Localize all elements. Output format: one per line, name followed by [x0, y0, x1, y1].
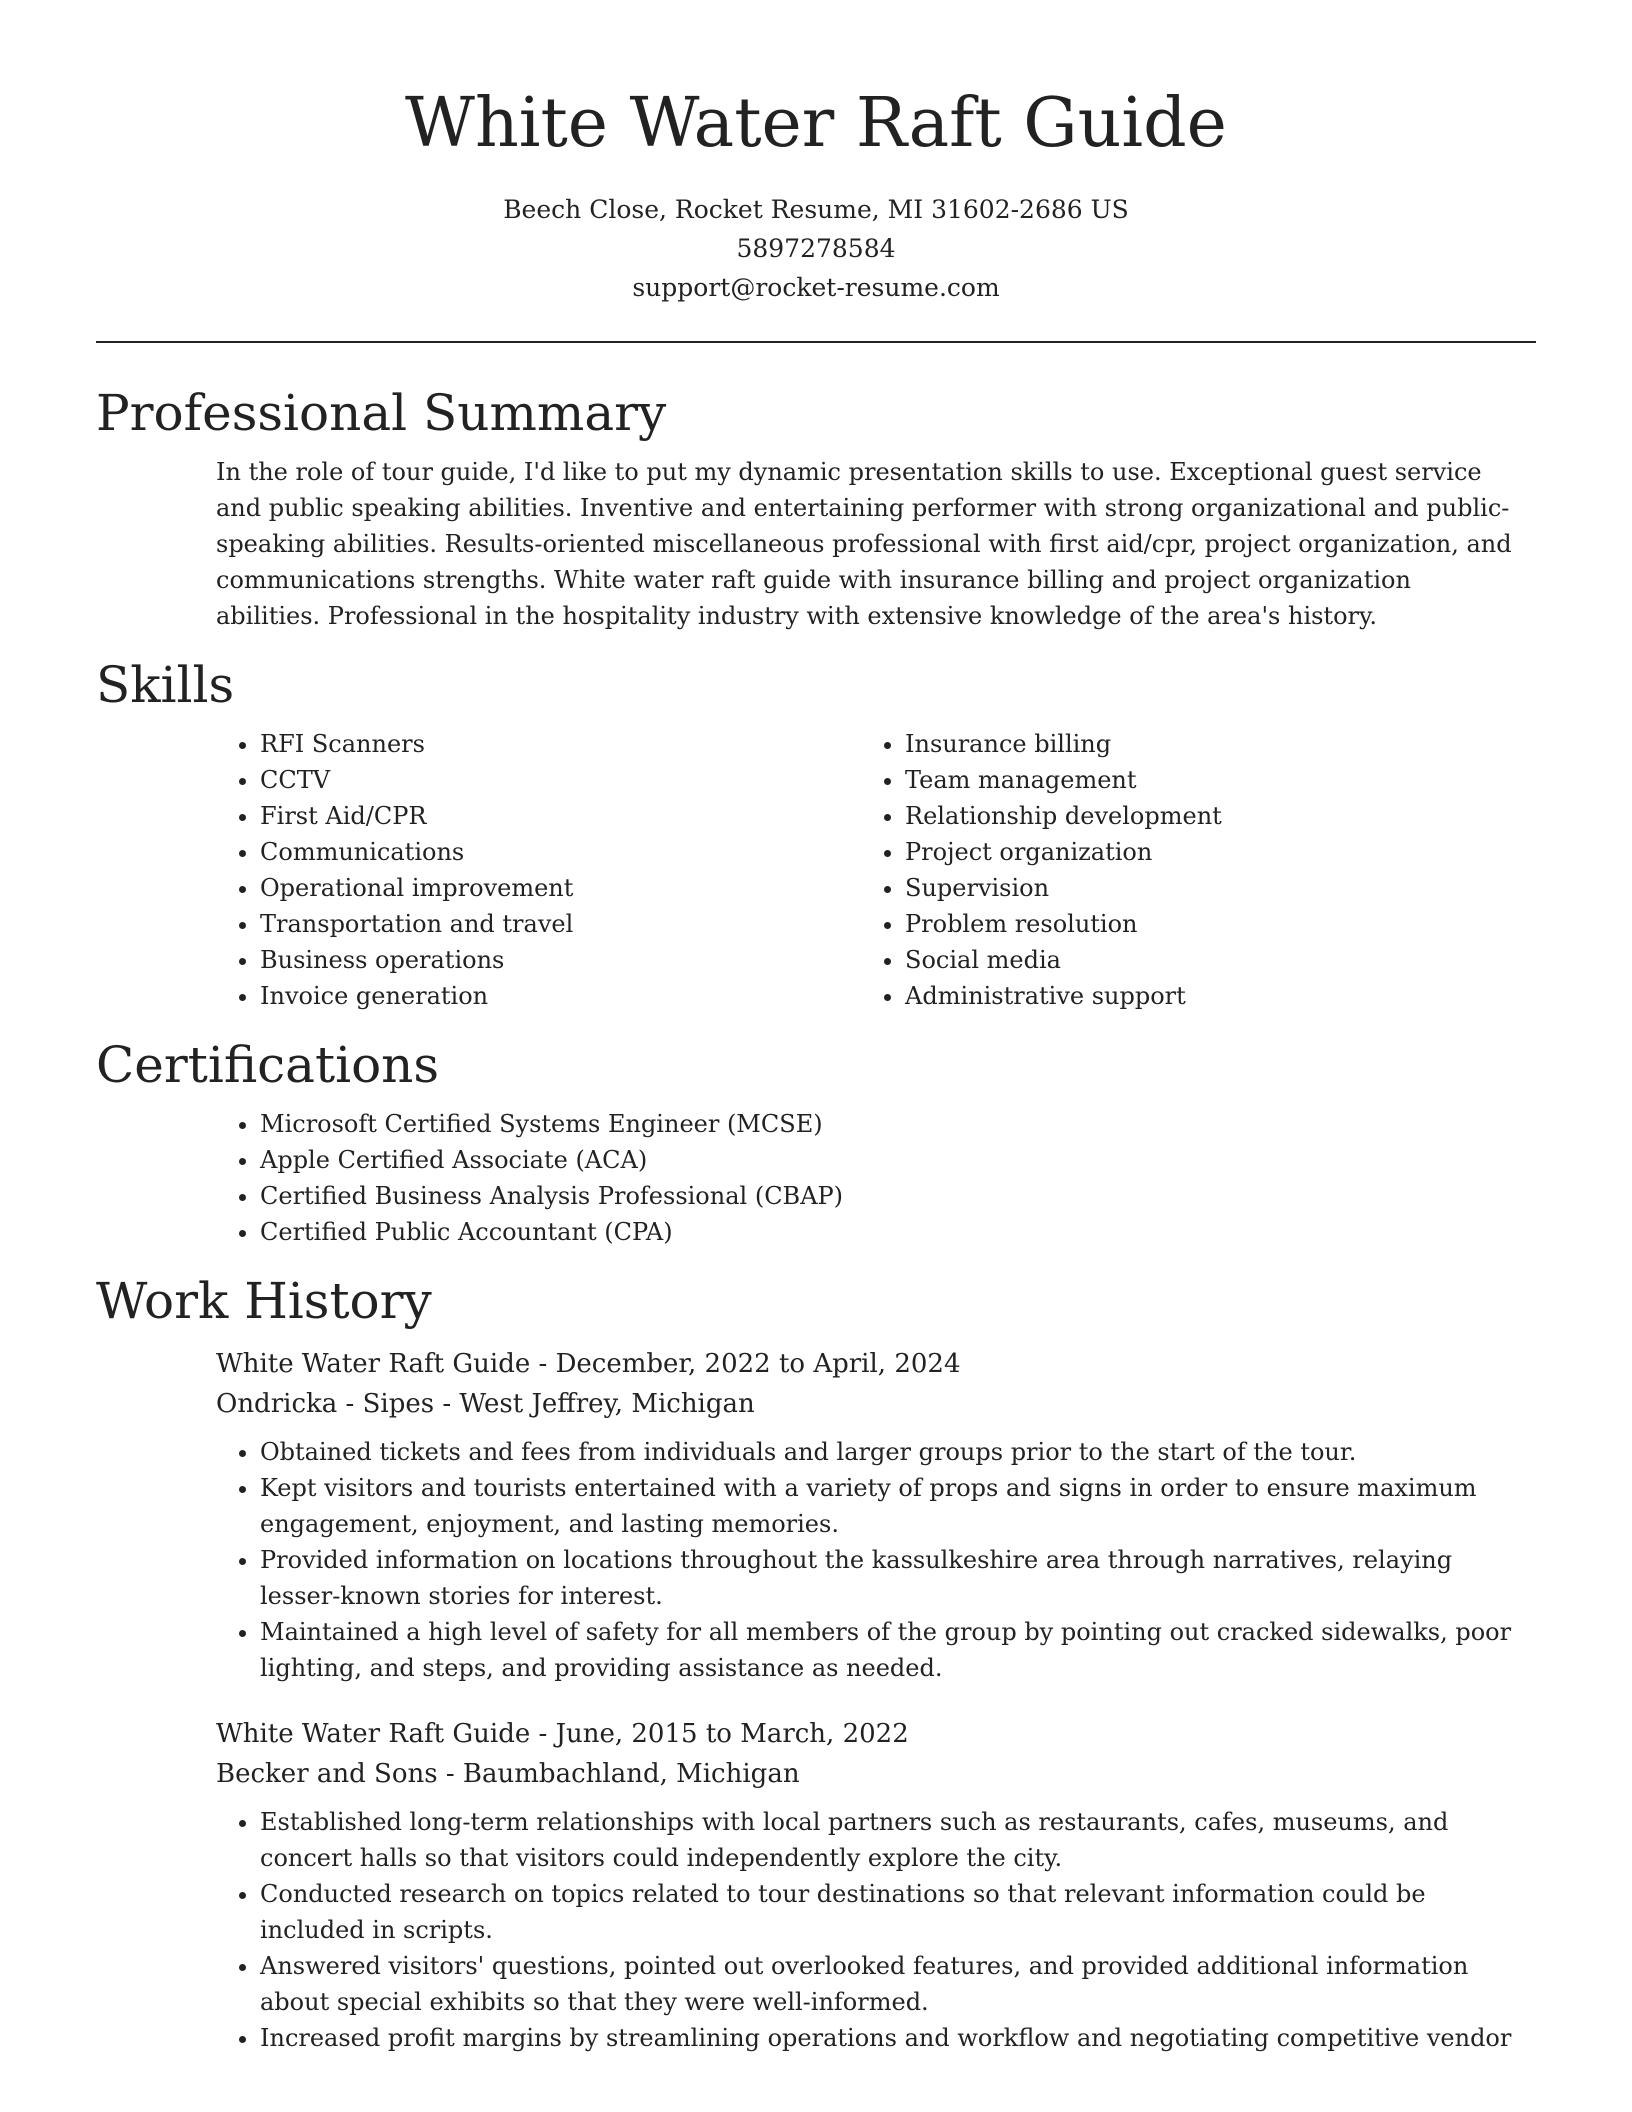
job-bullet: • Established long-term relationships with local partners such as restaurants, cafes, museums, and concert halls so that visitors could independently explore the city.: [260, 1804, 1536, 1876]
address: Beech Close, Rocket Resume, MI 31602-2686 US: [503, 195, 1129, 224]
job-bullet: • Conducted research on topics related to tour destinations so that relevant information could be included in scripts.: [260, 1876, 1536, 1948]
skill-item: • Supervision: [905, 870, 1536, 906]
email: support@rocket-resume.com: [632, 273, 1000, 302]
job-bullets: [96, 1434, 1536, 1686]
certifications-list: [96, 1106, 1536, 1250]
phone: 5897278584: [736, 234, 896, 263]
certification-item: • Apple Certified Associate (ACA): [260, 1142, 1536, 1178]
skill-item: • Project organization: [905, 834, 1536, 870]
skill-item: • First Aid/CPR: [260, 798, 891, 834]
certification-item: • Microsoft Certified Systems Engineer (MCSE): [260, 1106, 1536, 1142]
skills-column-1: [96, 726, 891, 1014]
certifications-section: [96, 1032, 1536, 1250]
job-dates: - June, 2015 to March, 2022: [530, 1719, 909, 1749]
skill-item: • Administrative support: [905, 978, 1536, 1014]
skill-item: • Transportation and travel: [260, 906, 891, 942]
skill-item: • Social media: [905, 942, 1536, 978]
job-location: - West Jeffrey, Michigan: [434, 1389, 755, 1419]
job-company-line: [216, 1754, 1536, 1794]
skills-title: Skills: [96, 656, 235, 714]
summary-text: In the role of tour guide, I'd like to put my dynamic presentation skills to use. Exceptional guest service and public speaking abilities. Inventive and entertaining performer with strong organizational and public-speaking abilities. Results-oriented miscellaneous professional with first aid/cpr, project organization, and communications strengths. White water raft guide with insurance billing and project organization abilities. Professional in the hospitality industry with extensive knowledge of the area's history.: [216, 458, 1512, 630]
skill-item: • Business operations: [260, 942, 891, 978]
candidate-name: White Water Raft Guide: [405, 84, 1227, 163]
skills-section: [96, 652, 1536, 1014]
job-bullet: • Increased profit margins by streamlining operations and workflow and negotiating competitive vendor: [260, 2020, 1536, 2056]
job-dates: - December, 2022 to April, 2024: [530, 1349, 961, 1379]
header-divider: [96, 341, 1536, 343]
job-bullets: [96, 1804, 1536, 2056]
certification-item: • Certified Business Analysis Professional (CBAP): [260, 1178, 1536, 1214]
job-company-line: [216, 1384, 1536, 1424]
skill-item: • Operational improvement: [260, 870, 891, 906]
certifications-title: Certifications: [96, 1036, 440, 1094]
job-entry: [96, 1714, 1536, 2056]
summary-section: [96, 380, 1536, 634]
certification-item: • Certified Public Accountant (CPA): [260, 1214, 1536, 1250]
job-company: Becker and Sons: [216, 1759, 438, 1789]
skill-item: • RFI Scanners: [260, 726, 891, 762]
job-role-line: [216, 1344, 1536, 1384]
job-entry: [96, 1344, 1536, 1686]
skills-column-2: [905, 726, 1536, 1014]
job-role: White Water Raft Guide: [216, 1719, 531, 1749]
skill-item: • Insurance billing: [905, 726, 1536, 762]
job-bullet: • Kept visitors and tourists entertained with a variety of props and signs in order to ensure maximum engagement, enjoyment, and lasting memories.: [260, 1470, 1536, 1542]
job-company: Ondricka - Sipes: [216, 1389, 435, 1419]
work-history-title: Work History: [96, 1272, 432, 1330]
skill-item: • Communications: [260, 834, 891, 870]
skill-item: • Invoice generation: [260, 978, 891, 1014]
job-bullet: • Answered visitors' questions, pointed out overlooked features, and provided additional information about special exhibits so that they were well-informed.: [260, 1948, 1536, 2020]
summary-title: Professional Summary: [96, 384, 667, 442]
skill-item: • CCTV: [260, 762, 891, 798]
skill-item: • Problem resolution: [905, 906, 1536, 942]
contact-info: [0, 190, 1632, 307]
job-role: White Water Raft Guide: [216, 1349, 531, 1379]
skills-columns: [96, 726, 1536, 1014]
job-bullet: • Maintained a high level of safety for all members of the group by pointing out cracked sidewalks, poor lighting, and steps, and providing assistance as needed.: [260, 1614, 1536, 1686]
job-bullet: • Obtained tickets and fees from individuals and larger groups prior to the start of the tour.: [260, 1434, 1536, 1470]
resume-body: [96, 380, 1536, 2074]
job-role-line: [216, 1714, 1536, 1754]
job-location: - Baumbachland, Michigan: [437, 1759, 800, 1789]
work-history-section: [96, 1268, 1536, 2056]
skill-item: • Relationship development: [905, 798, 1536, 834]
resume-header: [0, 0, 1632, 307]
job-bullet: • Provided information on locations throughout the kassulkeshire area through narratives, relaying lesser-known stories for interest.: [260, 1542, 1536, 1614]
skill-item: • Team management: [905, 762, 1536, 798]
